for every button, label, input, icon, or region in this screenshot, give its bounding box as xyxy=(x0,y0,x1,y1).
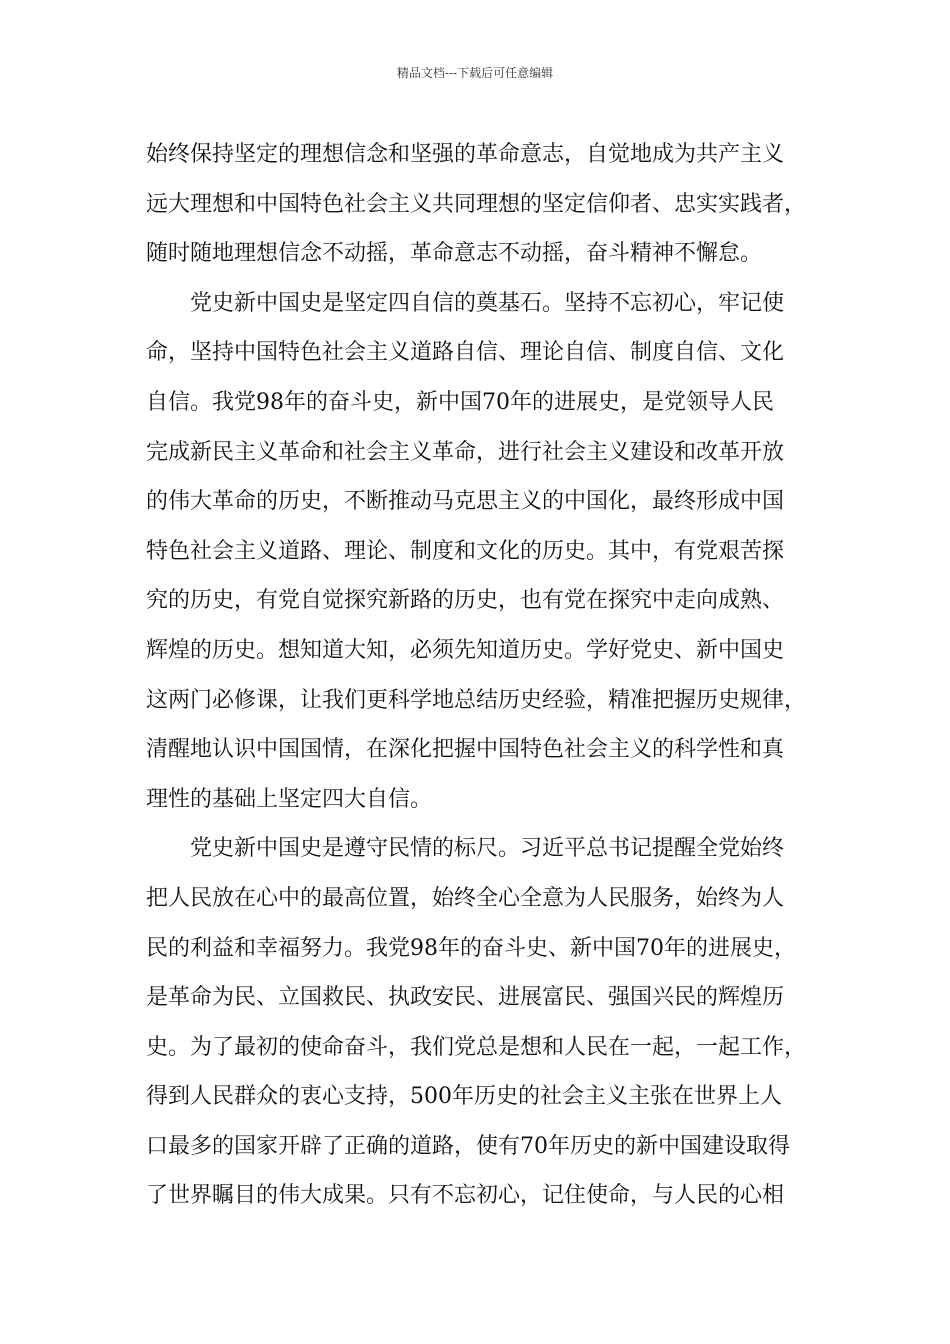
paragraph-line: 理性的基础上坚定四大自信。 xyxy=(146,786,433,812)
paragraph-line: 始终保持坚定的理想信念和坚强的革命意志，自觉地成为共产主义 xyxy=(146,142,785,167)
paragraph-line: 辉煌的历史。想知道大知，必须先知道历史。学好党史、新中国史 xyxy=(146,637,785,663)
paragraph-line: 随时随地理想信念不动摇，革命意志不动摇，奋斗精神不懈怠。 xyxy=(146,241,763,267)
paragraph-line: 这两门必修课，让我们更科学地总结历史经验，精准把握历史规律， xyxy=(146,687,807,713)
paragraph-line: 特色社会主义道路、理论、制度和文化的历史。其中，有党艰苦探 xyxy=(146,538,785,564)
paragraph-line: 了世界瞩目的伟大成果。只有不忘初心，记住使命，与人民的心相 xyxy=(146,1183,785,1209)
paragraph-line: 把人民放在心中的最高位置，始终全心全意为人民服务，始终为人 xyxy=(146,885,785,911)
paragraph-line: 口最多的国家开辟了正确的道路，使有70年历史的新中国建设取得 xyxy=(146,1133,790,1159)
paragraph-line: 完成新民主义革命和社会主义革命，进行社会主义建设和改革开放 xyxy=(146,439,785,465)
paragraph-first-line: 党史新中国史是遵守民情的标尺。习近平总书记提醒全党始终 xyxy=(190,836,785,862)
page-header: 精品文档---下载后可任意编辑 xyxy=(396,66,554,80)
paragraph-line: 清醒地认识中国国情，在深化把握中国特色社会主义的科学性和真 xyxy=(146,737,785,763)
paragraph-first-line: 党史新中国史是坚定四自信的奠基石。坚持不忘初心，牢记使 xyxy=(190,290,785,316)
paragraph-line: 命，坚持中国特色社会主义道路自信、理论自信、制度自信、文化 xyxy=(146,340,785,366)
paragraph-line: 史。为了最初的使命奋斗，我们党总是想和人民在一起，一起工作， xyxy=(146,1034,807,1060)
paragraph-line: 究的历史，有党自觉探究新路的历史，也有党在探究中走向成熟、 xyxy=(146,588,785,614)
paragraph-line: 民的利益和幸福努力。我党98年的奋斗史、新中国70年的进展史， xyxy=(146,935,796,961)
paragraph-line: 远大理想和中国特色社会主义共同理想的坚定信仰者、忠实实践者， xyxy=(146,191,807,217)
paragraph-line: 得到人民群众的衷心支持，500年历史的社会主义主张在世界上人 xyxy=(146,1084,782,1110)
paragraph-line: 是革命为民、立国救民、执政安民、进展富民、强国兴民的辉煌历 xyxy=(146,985,785,1011)
document-body xyxy=(146,130,810,1221)
paragraph-line: 自信。我党98年的奋斗史，新中国70年的进展史，是党领导人民 xyxy=(146,389,774,415)
paragraph-line: 的伟大革命的历史，不断推动马克思主义的中国化，最终形成中国 xyxy=(146,489,785,515)
